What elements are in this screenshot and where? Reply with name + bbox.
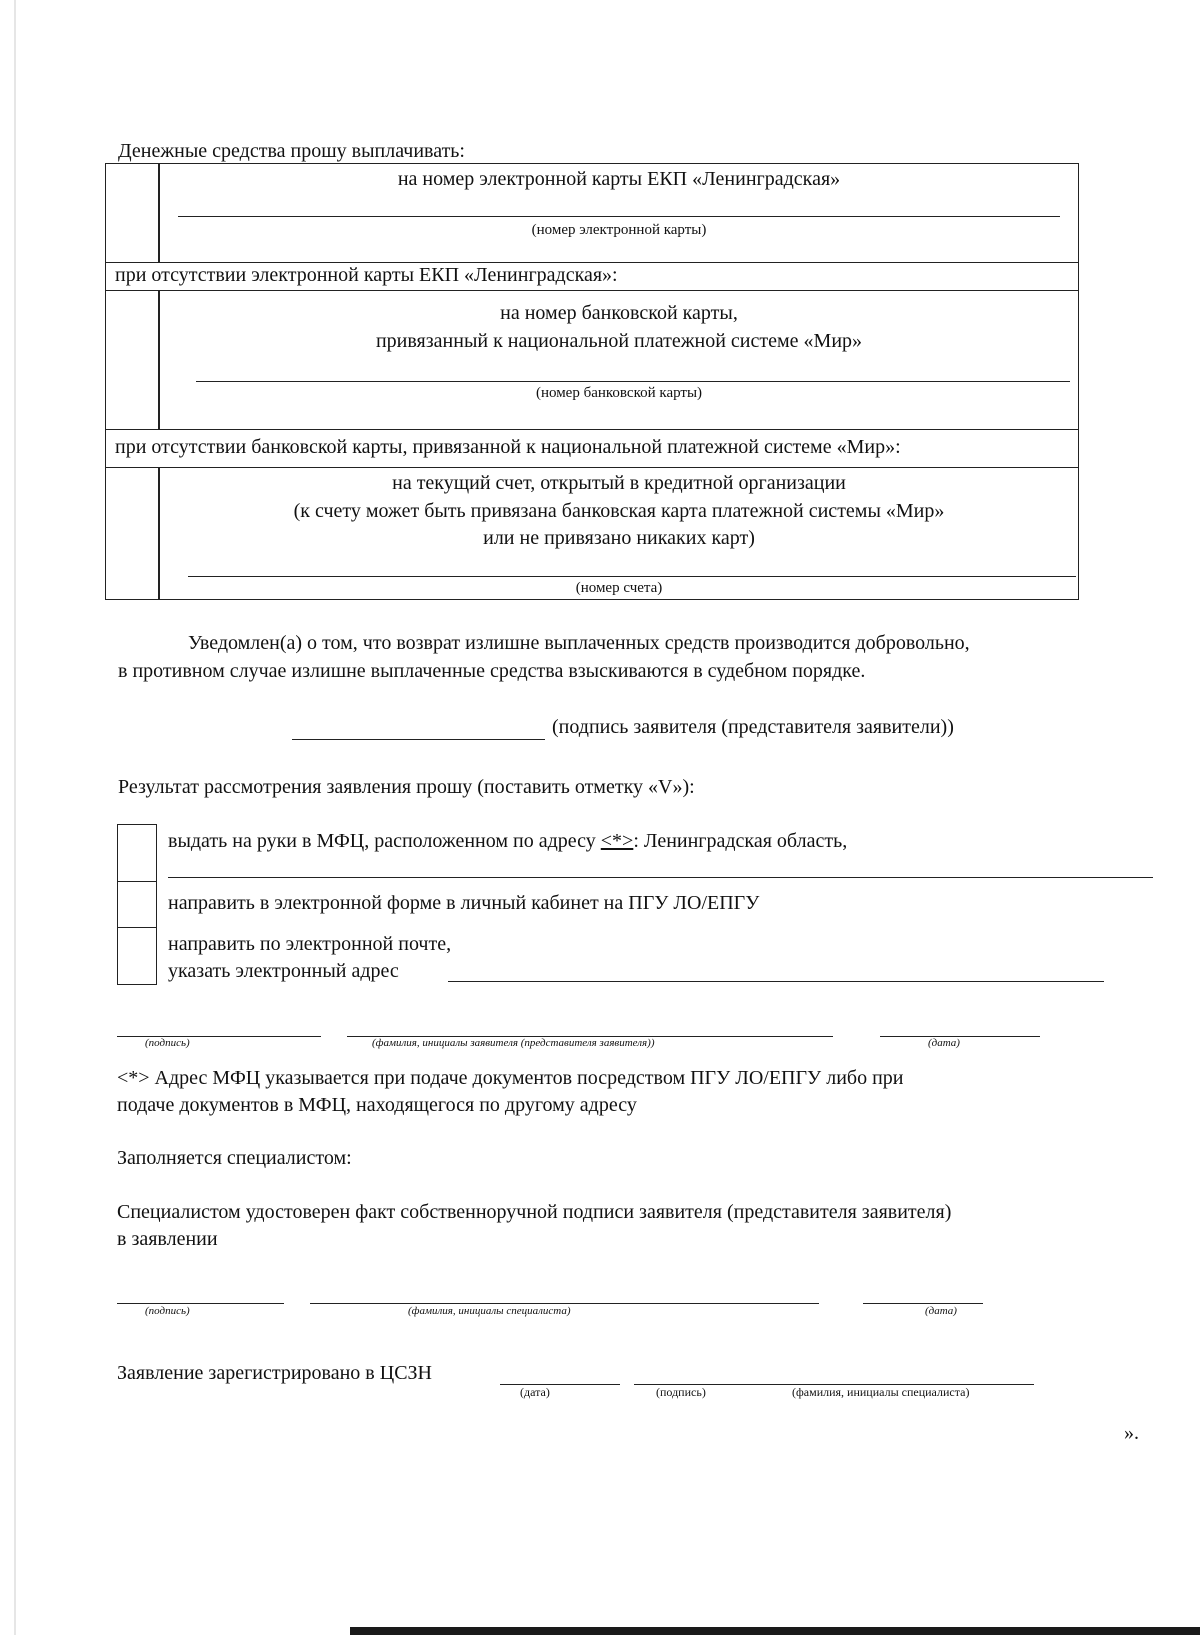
bank-caption: (номер банковской карты) bbox=[535, 385, 703, 401]
scan-edge bbox=[14, 0, 16, 1635]
closing-quote: ». bbox=[1124, 1422, 1139, 1444]
registered-date-line[interactable] bbox=[500, 1384, 620, 1385]
account-line3: или не привязано никаких карт) bbox=[483, 527, 755, 549]
bank-line1: на номер банковской карты, bbox=[500, 302, 738, 324]
option-email-checkbox[interactable] bbox=[117, 927, 157, 985]
bank-number-line bbox=[196, 381, 1070, 382]
payment-heading: Денежные средства прошу выплачивать: bbox=[118, 140, 465, 162]
sign2-name-caption: (фамилия, инициалы специалиста) bbox=[408, 1305, 571, 1317]
registered-sign-caption: (подпись) bbox=[656, 1385, 706, 1399]
specialist-name-line[interactable] bbox=[310, 1303, 819, 1304]
sign2-date-caption: (дата) bbox=[925, 1305, 957, 1317]
sign1-date-caption: (дата) bbox=[928, 1037, 960, 1049]
applicant-signature-line[interactable] bbox=[292, 739, 545, 740]
applicant-date-line[interactable] bbox=[880, 1036, 1040, 1037]
footnote-line1: <*> Адрес МФЦ указывается при подаче документов посредством ПГУ ЛО/ЕПГУ либо при bbox=[117, 1067, 904, 1089]
applicant-signature-label: (подпись заявителя (представителя заявители)) bbox=[552, 716, 954, 738]
mfc-address-line[interactable] bbox=[168, 877, 1153, 878]
option-mfc-suffix: : Ленинградская область, bbox=[633, 830, 848, 852]
no-ekp-text: при отсутствии электронной карты ЕКП «Ленинградская»: bbox=[115, 264, 618, 286]
ekp-title: на номер электронной карты ЕКП «Ленинградская» bbox=[397, 168, 841, 190]
ekp-number-line bbox=[178, 216, 1060, 217]
specialist-sign-line[interactable] bbox=[117, 1303, 284, 1304]
no-bank-text: при отсутствии банковской карты, привязанной к национальной платежной системе «Мир»: bbox=[115, 436, 901, 458]
account-line1: на текущий счет, открытый в кредитной организации bbox=[392, 472, 846, 494]
specialist-heading: Заполняется специалистом: bbox=[117, 1147, 352, 1169]
email-address-label: указать электронный адрес bbox=[168, 960, 399, 982]
scan-bottom-bar bbox=[350, 1627, 1200, 1635]
sign1-name-caption: (фамилия, инициалы заявителя (представителя заявителя)) bbox=[372, 1037, 655, 1049]
account-line2: (к счету может быть привязана банковская карта платежной системы «Мир» bbox=[293, 500, 945, 522]
account-number-line bbox=[188, 576, 1076, 577]
result-heading: Результат рассмотрения заявления прошу (поставить отметку «V»): bbox=[118, 776, 695, 798]
registered-label: Заявление зарегистрировано в ЦСЗН bbox=[117, 1362, 432, 1384]
registered-name-caption: (фамилия, инициалы специалиста) bbox=[792, 1385, 970, 1399]
option-mfc-label bbox=[168, 830, 847, 853]
specialist-line1: Специалистом удостоверен факт собственноручной подписи заявителя (представителя заявителя) bbox=[117, 1201, 952, 1223]
option-cabinet-checkbox[interactable] bbox=[117, 881, 157, 928]
specialist-date-line[interactable] bbox=[863, 1303, 983, 1304]
registered-date-caption: (дата) bbox=[520, 1385, 550, 1399]
option-cabinet-label: направить в электронной форме в личный кабинет на ПГУ ЛО/ЕПГУ bbox=[168, 892, 760, 914]
option-mfc-prefix: выдать на руки в МФЦ, расположенном по адресу bbox=[168, 830, 601, 852]
ekp-caption: (номер электронной карты) bbox=[531, 222, 707, 238]
sign1-signature-caption: (подпись) bbox=[145, 1037, 190, 1049]
footnote-ref: <*> bbox=[600, 830, 634, 852]
option-mfc-checkbox[interactable] bbox=[117, 824, 157, 882]
sign2-signature-caption: (подпись) bbox=[145, 1305, 190, 1317]
bank-line2: привязанный к национальной платежной системе «Мир» bbox=[375, 330, 863, 352]
option-email-label: направить по электронной почте, bbox=[168, 933, 452, 955]
notice-line1: Уведомлен(а) о том, что возврат излишне выплаченных средств производится добровольно, bbox=[188, 632, 970, 654]
notice-line2: в противном случае излишне выплаченные средства взыскиваются в судебном порядке. bbox=[118, 660, 866, 682]
footnote-line2: подаче документов в МФЦ, находящегося по другому адресу bbox=[117, 1094, 637, 1116]
account-caption: (номер счета) bbox=[575, 580, 663, 596]
email-address-line[interactable] bbox=[448, 981, 1104, 982]
specialist-line2: в заявлении bbox=[117, 1228, 218, 1250]
